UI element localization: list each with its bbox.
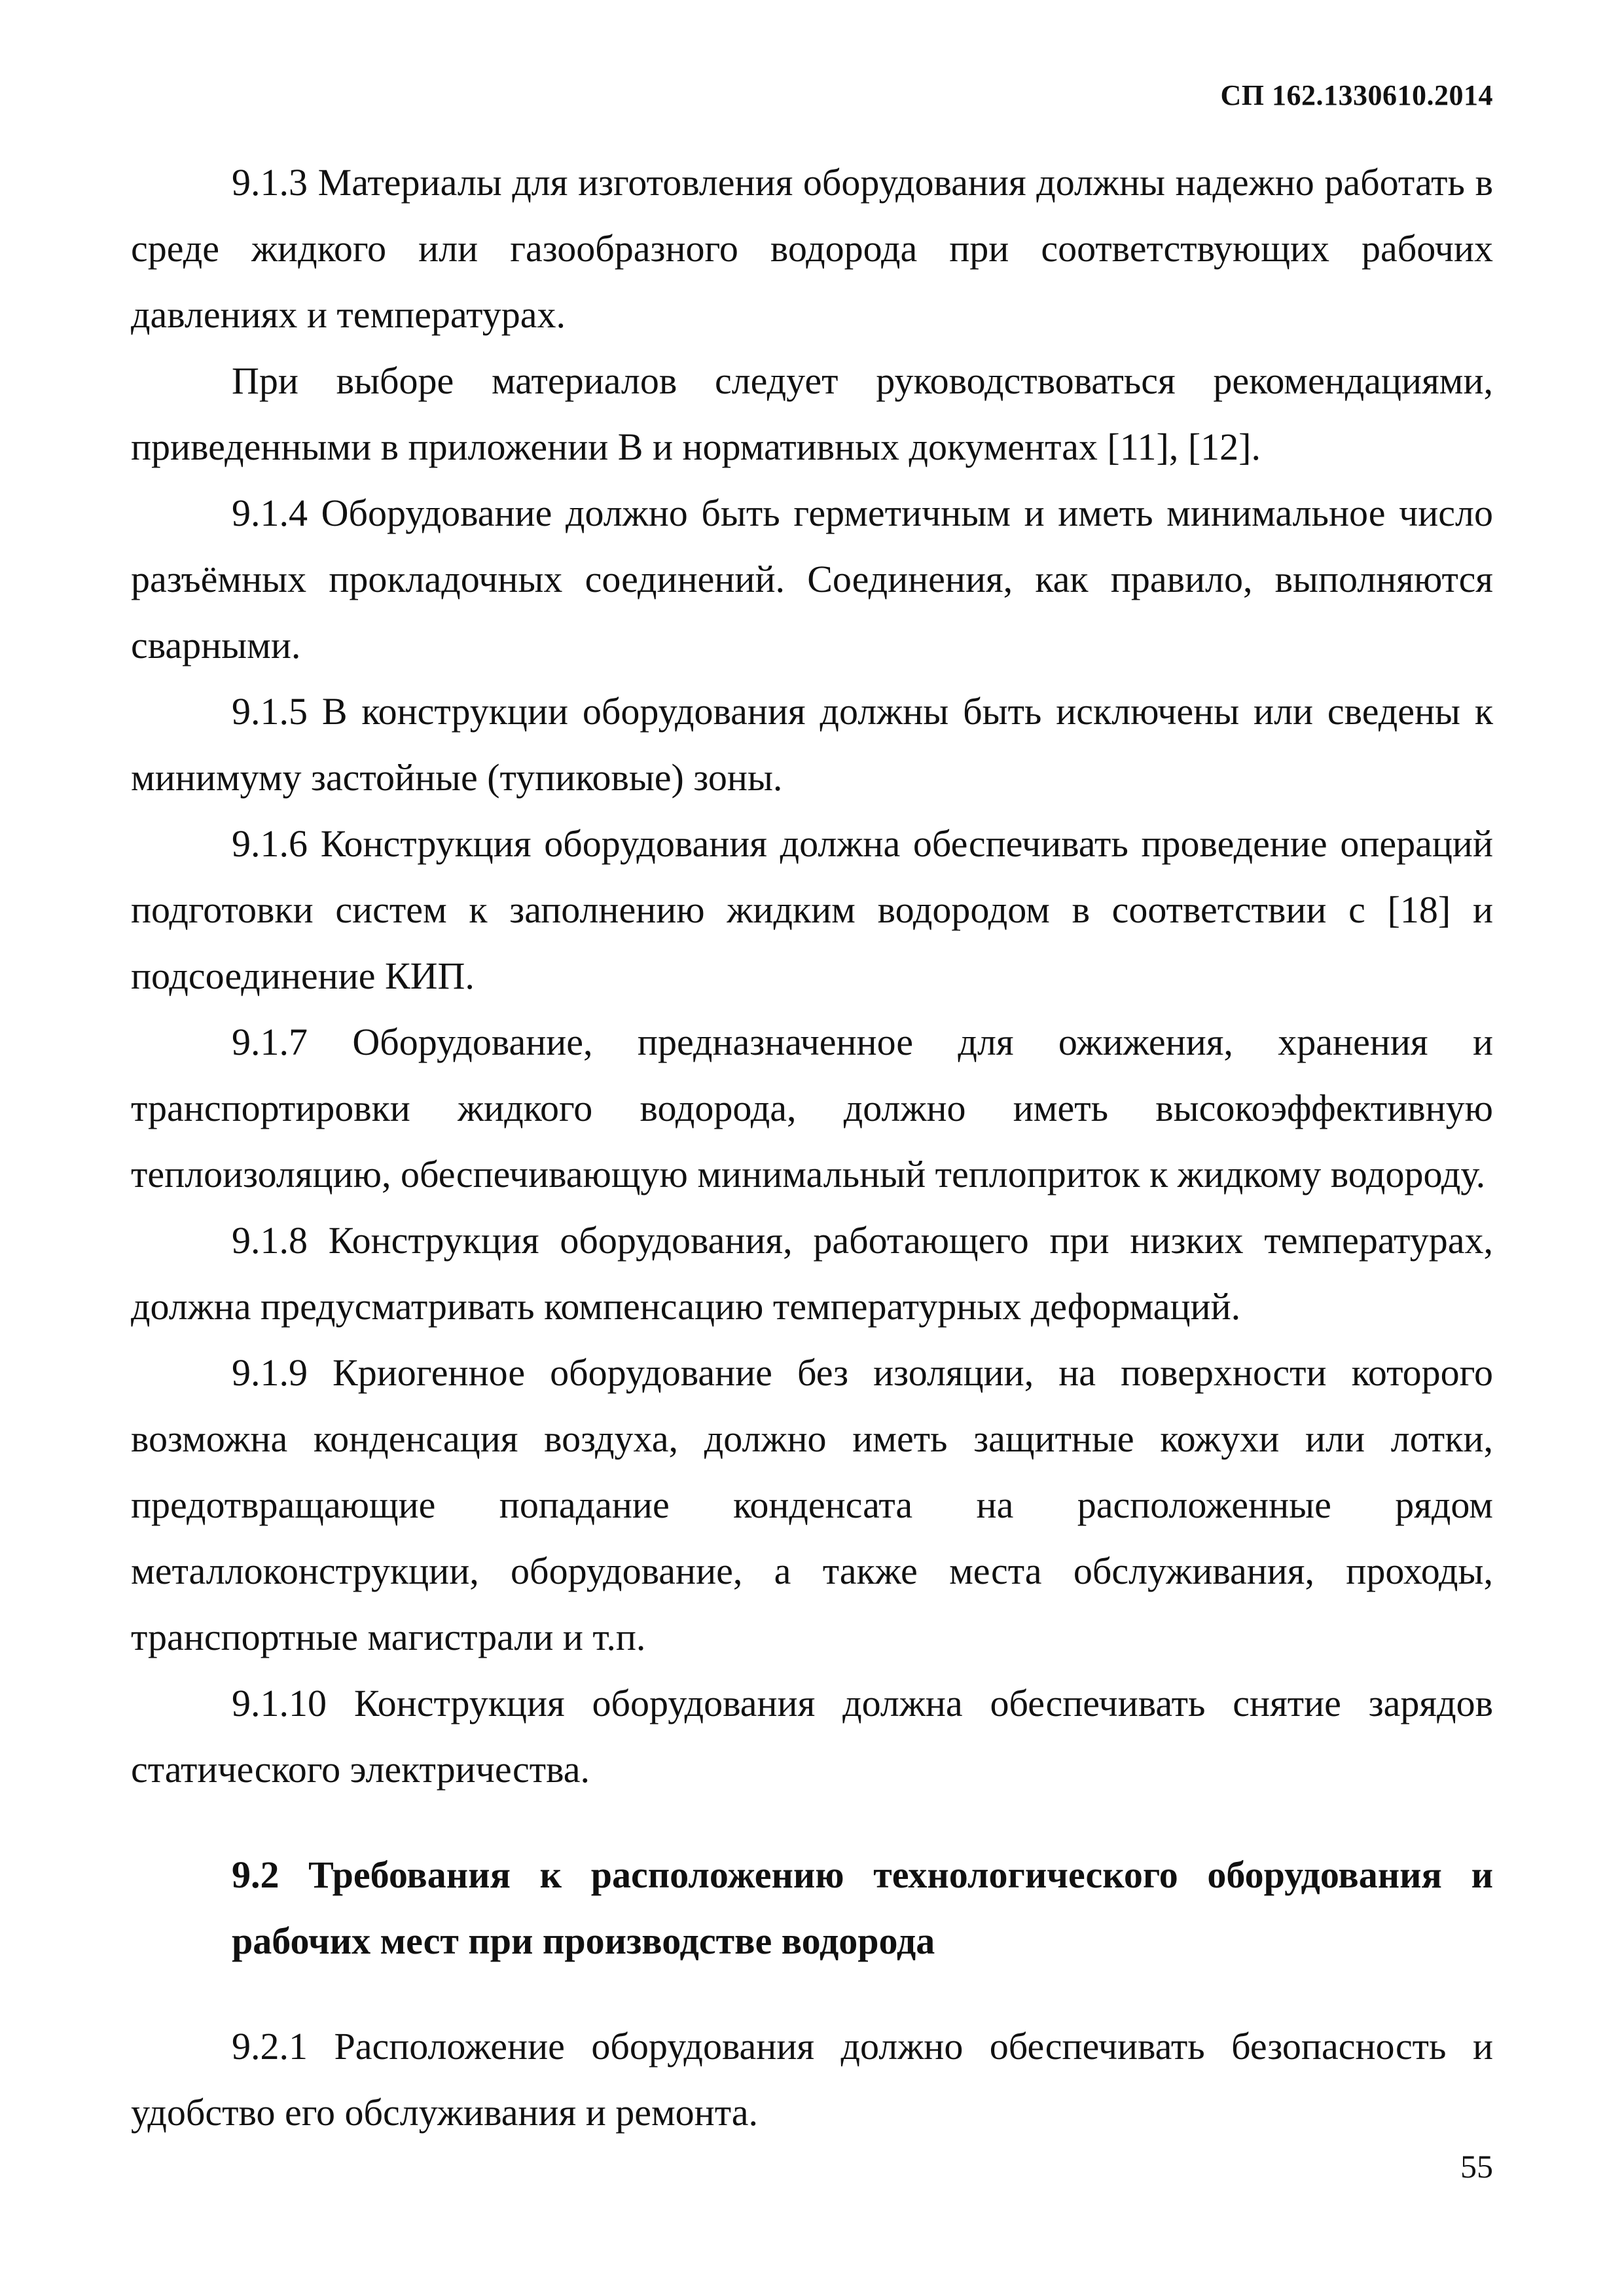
paragraph-9-1-4: 9.1.4 Оборудование должно быть герметичным и иметь минимальное число разъёмных прокладочных соединений. Соединения, как правило, выполняются сварными. (131, 492, 1493, 666)
paragraph-9-1-6: 9.1.6 Конструкция оборудования должна обеспечивать проведение операций подготовки систем к заполнению жидким водородом в соответствии с [18] и подсоединение КИП. (131, 822, 1493, 997)
page-content (131, 149, 1493, 2145)
paragraph-9-1-8: 9.1.8 Конструкция оборудования, работающего при низких температурах, должна предусматривать компенсацию температурных деформаций. (131, 1219, 1493, 1328)
page-number: 55 (1460, 2148, 1493, 2185)
paragraph-9-1-7: 9.1.7 Оборудование, предназначенное для ожижения, хранения и транспортировки жидкого водорода, должно иметь высокоэффективную теплоизоляцию, обеспечивающую минимальный теплоприток к жидкому водороду. (131, 1021, 1493, 1195)
paragraph-9-1-5: 9.1.5 В конструкции оборудования должны быть исключены или сведены к минимуму застойные (тупиковые) зоны. (131, 690, 1493, 799)
paragraph-9-2-1: 9.2.1 Расположение оборудования должно обеспечивать безопасность и удобство его обслуживания и ремонта. (131, 2025, 1493, 2134)
section-heading-9-2: 9.2 Требования к расположению технологического оборудования и рабочих мест при производстве водорода (232, 1853, 1493, 1962)
paragraph-9-1-9: 9.1.9 Криогенное оборудование без изоляции, на поверхности которого возможна конденсация воздуха, должно иметь защитные кожухи или лотки, предотвращающие попадание конденсата на расположенные рядом металлоконструкции, оборудование, а также места обслуживания, проходы, транспортные магистрали и т.п. (131, 1351, 1493, 1658)
paragraph-9-1-10: 9.1.10 Конструкция оборудования должна обеспечивать снятие зарядов статического электричества. (131, 1682, 1493, 1791)
paragraph-materials-selection: При выборе материалов следует руководствоваться рекомендациями, приведенными в приложении В и нормативных документах [11], [12]. (131, 359, 1493, 468)
document-code-header: СП 162.1330610.2014 (1220, 79, 1493, 111)
paragraph-9-1-3: 9.1.3 Материалы для изготовления оборудования должны надежно работать в среде жидкого или газообразного водорода при соответствующих рабочих давлениях и температурах. (131, 161, 1493, 336)
